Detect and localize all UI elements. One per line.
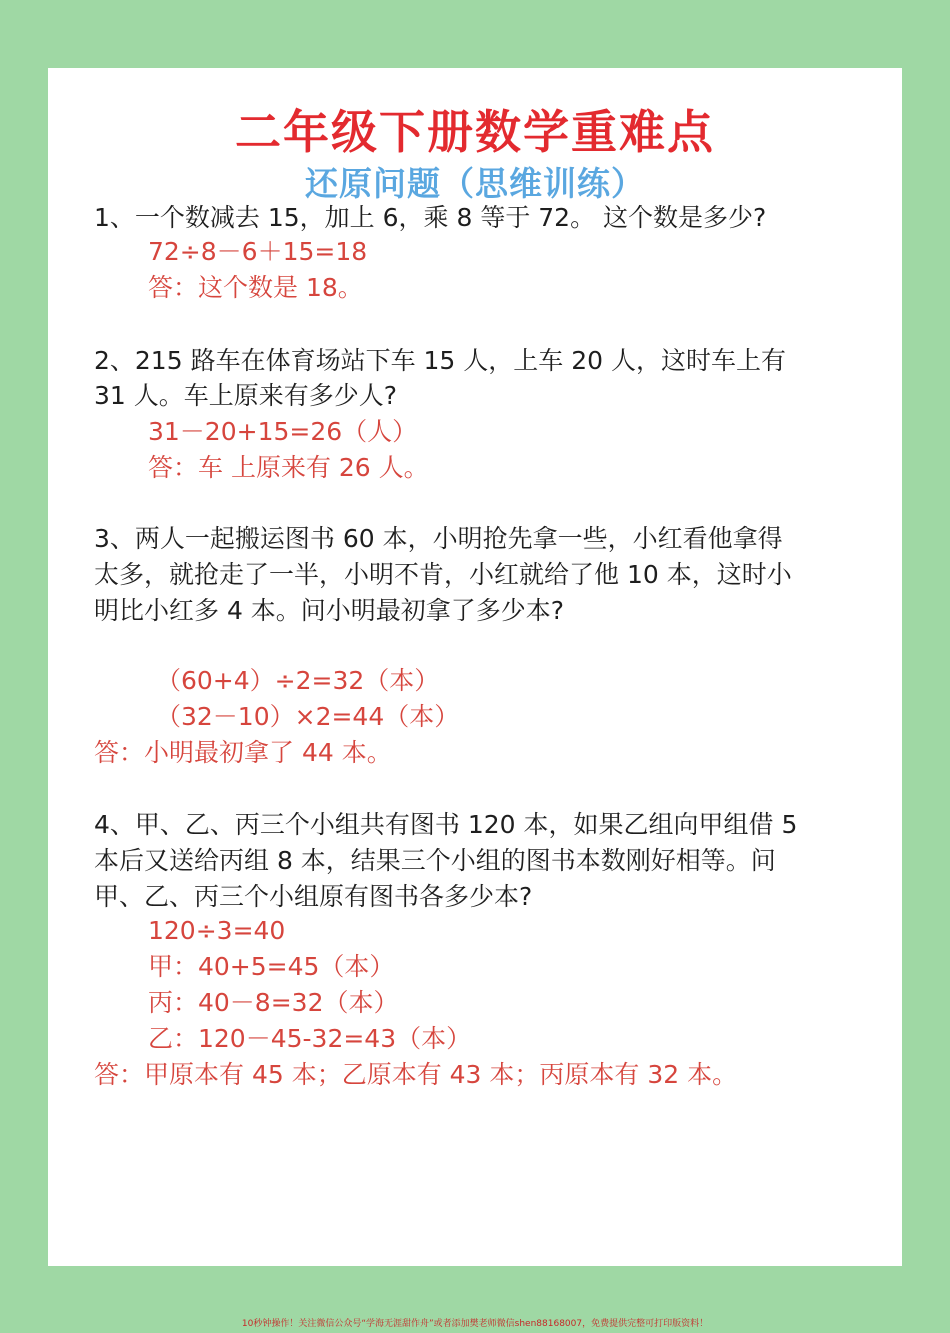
problem-2-solution-line-1: 31－20+15=26（人） [148,417,418,446]
page-title: 二年级下册数学重难点 [235,105,715,159]
problem-4-solution-line-2: 甲：40+5=45（本） [148,952,395,981]
problem-2-answer: 答：车 上原来有 26 人。 [148,453,429,482]
problem-4-question-line-2: 本后又送给丙组 8 本，结果三个小组的图书本数刚好相等。问 [94,846,776,875]
problem-1-answer: 答：这个数是 18。 [148,273,363,302]
problem-3-question-line-1: 3、两人一起搬运图书 60 本，小明抢先拿一些，小红看他拿得 [94,524,783,553]
problem-4-solution-line-3: 丙：40－8=32（本） [148,988,399,1017]
footer-note: 10秒钟操作！关注微信公众号“学海无涯甜作舟”或者添加樊老师微信shen88168007，免费提供完整可打印版资料！ [241,1319,709,1329]
page-subtitle: 还原问题（思维训练） [305,164,645,203]
problem-3-solution-line-2: （32－10）×2=44（本） [156,702,460,731]
problem-4-solution-line-1: 120÷3=40 [148,916,286,945]
problem-4-solution-line-4: 乙：120－45-32=43（本） [148,1024,472,1053]
problem-2-question-line-1: 2、215 路车在体育场站下车 15 人，上车 20 人，这时车上有 [94,346,786,375]
problem-2-question-line-2: 31 人。车上原来有多少人? [94,381,398,410]
problem-3-solution-line-1: （60+4）÷2=32（本） [156,666,440,695]
problem-3-question-line-2: 太多，就抢走了一半，小明不肯，小红就给了他 10 本，这时小 [94,560,792,589]
problem-4-question-line-1: 4、甲、乙、丙三个小组共有图书 120 本，如果乙组向甲组借 5 [94,810,798,839]
problem-3-question-line-3: 明比小红多 4 本。问小明最初拿了多少本? [94,596,565,625]
problem-4-question-line-3: 甲、乙、丙三个小组原有图书各多少本? [94,882,533,911]
problem-1-solution-line-1: 72÷8－6＋15=18 [148,237,368,266]
problem-1-question-line-1: 1、一个数减去 15，加上 6，乘 8 等于 72。 这个数是多少? [94,203,767,232]
problem-3-answer: 答：小明最初拿了 44 本。 [94,738,392,767]
worksheet-page [48,68,902,1266]
problem-4-answer: 答：甲原本有 45 本；乙原本有 43 本；丙原本有 32 本。 [94,1060,738,1089]
